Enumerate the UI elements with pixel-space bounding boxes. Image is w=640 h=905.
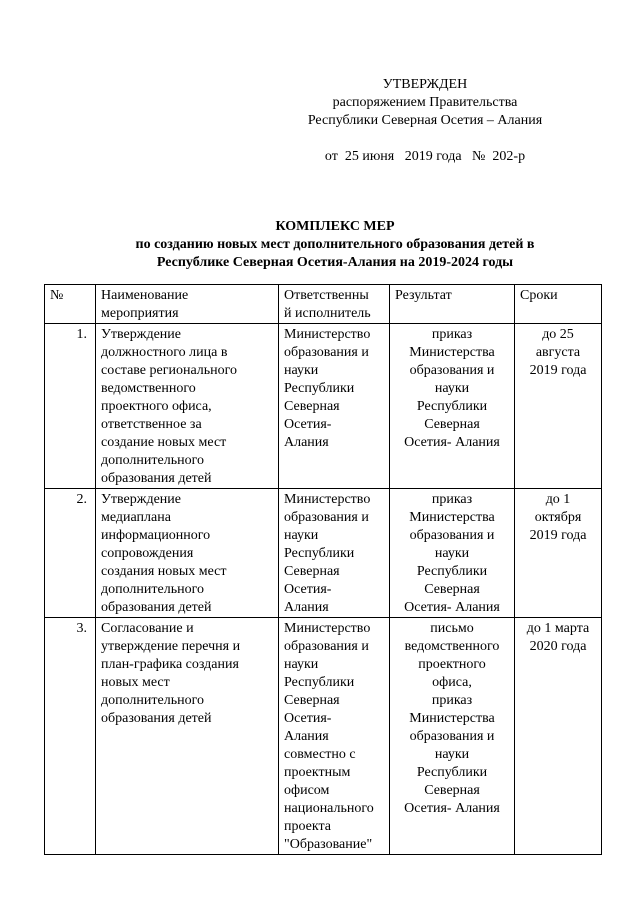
row-deadline: до 1 октября 2019 года	[515, 489, 602, 618]
row-responsible: Министерство образования и науки Республики Северная Осетия- Алания совместно с проектным офисом национального проекта "Образование"	[279, 618, 390, 855]
row-result: приказ Министерства образования и науки Республики Северная Осетия- Алания	[390, 324, 515, 489]
row-deadline: до 1 марта 2020 года	[515, 618, 602, 855]
approval-by: распоряжением Правительства	[332, 95, 518, 110]
row-number: 3.	[45, 618, 96, 855]
row-result: письмо ведомственного проектного офиса, приказ Министерства образования и науки Республики Северная Осетия- Алания	[390, 618, 515, 855]
approval-date-number: от 25 июня 2019 года № 202-р	[324, 149, 526, 164]
table-header-row	[45, 285, 602, 324]
row-name: Утверждение должностного лица в составе регионального ведомственного проектного офиса, ответственное за создание новых мест дополнительного образования детей	[96, 324, 279, 489]
title-sub-1: по созданию новых мест дополнительного образования детей в	[135, 237, 535, 252]
table-row	[45, 324, 602, 489]
row-responsible: Министерство образования и науки Республики Северная Осетия- Алания	[279, 489, 390, 618]
header-deadline: Сроки	[515, 285, 602, 324]
row-number: 1.	[45, 324, 96, 489]
row-responsible: Министерство образования и науки Республики Северная Осетия- Алания	[279, 324, 390, 489]
document-title	[70, 218, 600, 272]
row-result: приказ Министерства образования и науки Республики Северная Осетия- Алания	[390, 489, 515, 618]
header-number: №	[45, 285, 96, 324]
header-name: Наименование мероприятия	[96, 285, 279, 324]
approval-government: Республики Северная Осетия – Алания	[307, 113, 543, 128]
header-responsible: Ответственны й исполнитель	[279, 285, 390, 324]
approval-block	[300, 76, 550, 166]
row-number: 2.	[45, 489, 96, 618]
table-row	[45, 618, 602, 855]
row-deadline: до 25 августа 2019 года	[515, 324, 602, 489]
title-sub-2: Республике Северная Осетия-Алания на 2019-2024 годы	[156, 255, 514, 270]
approval-heading: УТВЕРЖДЕН	[382, 77, 468, 92]
table-row	[45, 489, 602, 618]
header-result: Результат	[390, 285, 515, 324]
title-main: КОМПЛЕКС МЕР	[275, 219, 395, 234]
measures-table	[44, 284, 602, 855]
row-name: Согласование и утверждение перечня и план-графика создания новых мест дополнительного образования детей	[96, 618, 279, 855]
row-name: Утверждение медиаплана информационного сопровождения создания новых мест дополнительного образования детей	[96, 489, 279, 618]
